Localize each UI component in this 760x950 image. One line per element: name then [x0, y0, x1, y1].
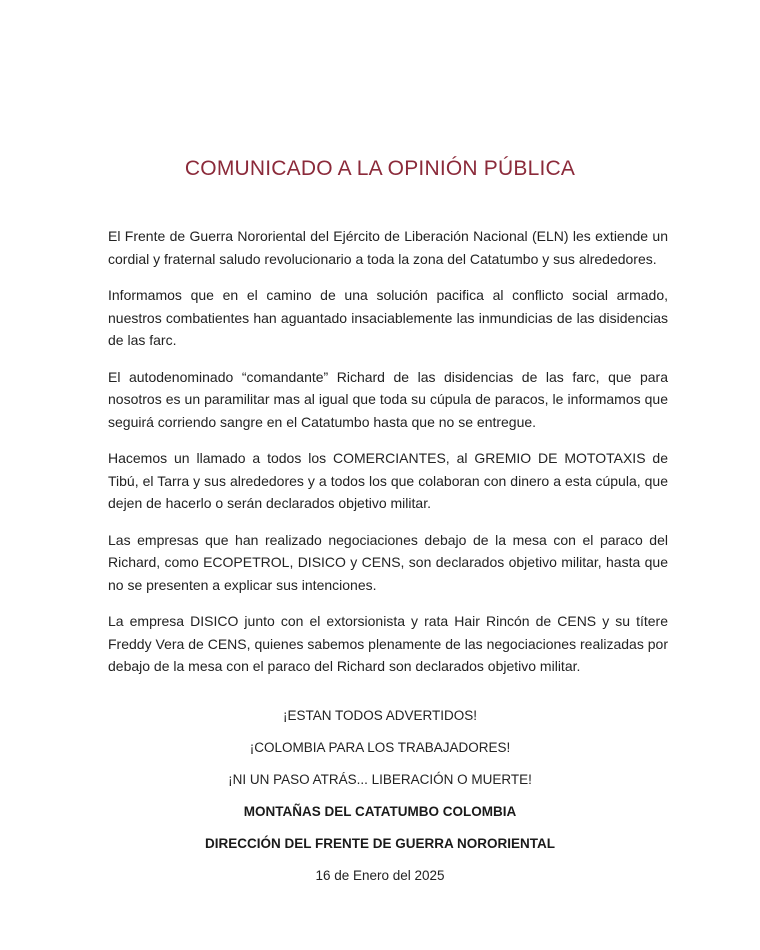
closing-slogan: ¡COLOMBIA PARA LOS TRABAJADORES! — [249, 740, 511, 755]
signature-organization: DIRECCIÓN DEL FRENTE DE GUERRA NORORIENTAL — [204, 836, 555, 851]
closing-warning: ¡ESTAN TODOS ADVERTIDOS! — [282, 708, 478, 723]
paragraph-commander: El autodenominado “comandante” Richard de las disidencias de las farc, que para nosotros es un paramilitar mas al igual que toda su cúpula de paracos, le informamos que seguirá corriendo sangre en el Catatumbo hasta que no se entregue. — [108, 368, 668, 430]
document-title: COMUNICADO A LA OPINIÓN PÚBLICA — [184, 157, 576, 180]
document-body — [108, 225, 668, 692]
closing-motto: ¡NI UN PASO ATRÁS... LIBERACIÓN O MUERTE! — [228, 772, 532, 787]
document-date: 16 de Enero del 2025 — [315, 868, 445, 883]
paragraph-merchants: Hacemos un llamado a todos los COMERCIANTES, al GREMIO DE MOTOTAXIS de Tibú, el Tarra y sus alrededores y a todos los que colaboran con dinero a esta cúpula, que dejen de hacerlo o serán declarados objetivo militar. — [108, 450, 668, 511]
closing-block — [0, 706, 760, 898]
signature-location: MONTAÑAS DEL CATATUMBO COLOMBIA — [243, 804, 517, 819]
paragraph-greeting: El Frente de Guerra Nororiental del Ejército de Liberación Nacional (ELN) les extiende un cordial y fraternal saludo revolucionario a toda la zona del Catatumbo y sus alrededores. — [108, 228, 668, 267]
paragraph-disico: La empresa DISICO junto con el extorsionista y rata Hair Rincón de CENS y su títere Freddy Vera de CENS, quienes sabemos plenamente de las negociaciones realizadas por debajo de la mesa con el paraco del Richard son declarados objetivo militar. — [108, 613, 668, 674]
paragraph-peace-process: Informamos que en el camino de una solución pacifica al conflicto social armado, nuestros combatientes han aguantado insaciablemente las inmundicias de las disidencias de las farc. — [108, 287, 668, 348]
paragraph-companies: Las empresas que han realizado negociaciones debajo de la mesa con el paraco del Richard, como ECOPETROL, DISICO y CENS, son declarados objetivo militar, hasta que no se presenten a explicar sus intenciones. — [108, 531, 668, 593]
